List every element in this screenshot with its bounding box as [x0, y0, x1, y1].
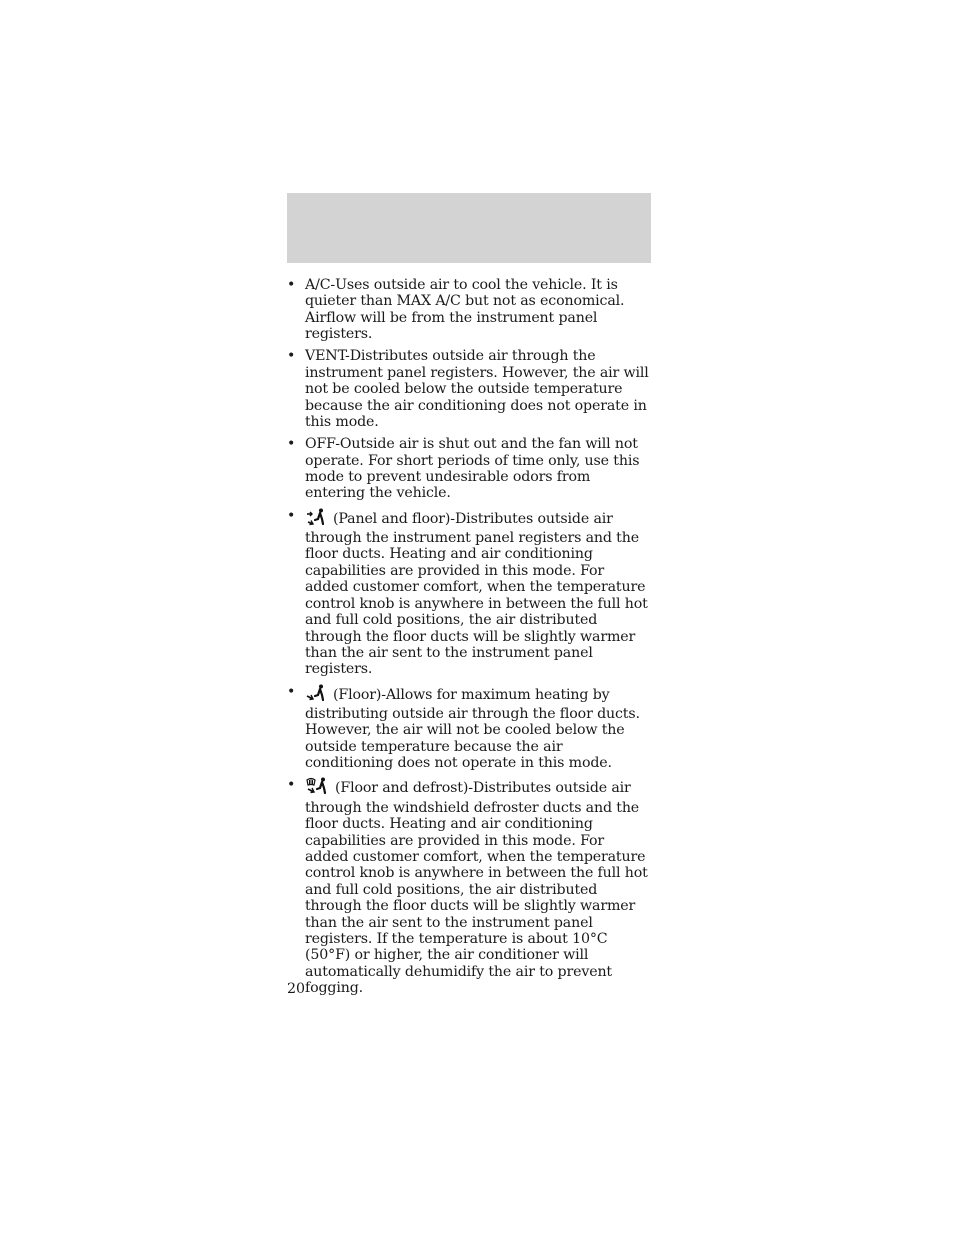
bullet: •: [287, 683, 296, 700]
panel-and-floor-icon: [305, 508, 327, 530]
mode-list: [287, 277, 651, 997]
page-number: 20: [287, 981, 306, 997]
floor-and-defrost-icon: [305, 777, 329, 799]
section-header-band: [287, 193, 651, 263]
bullet: •: [287, 348, 296, 365]
list-item-panel-floor: [287, 508, 651, 678]
bullet: •: [287, 507, 296, 524]
list-item-floor: [287, 684, 651, 772]
list-item-vent: [287, 348, 651, 430]
item-text: A/C-Uses outside air to cool the vehicle. It is quieter than MAX A/C but not as economical. Airflow will be from the instrument panel registers.: [305, 277, 625, 343]
list-item-ac: [287, 277, 651, 343]
item-text: (Floor)-Allows for maximum heating by distributing outside air through the floor ducts. However, the air will not be cooled below the outside temperature because the air conditioning does not operate in this mode.: [305, 686, 640, 772]
item-text: (Panel and floor)-Distributes outside air through the instrument panel registers and the floor ducts. Heating and air conditioning capabilities are provided in this mode. For added customer comfort, when the temperature control knob is anywhere in between the full hot and full cold positions, the air distributed through the floor ducts will be slightly warmer than the air sent to the instrument panel registers.: [305, 510, 648, 678]
item-text: OFF-Outside air is shut out and the fan will not operate. For short periods of time only, use this mode to prevent undesirable odors from entering the vehicle.: [305, 436, 640, 502]
item-text: (Floor and defrost)-Distributes outside air through the windshield defroster ducts and the floor ducts. Heating and air conditioning capabilities are provided in this mode. For added customer comfort, when the temperature control knob is anywhere in between the full hot and full cold positions, the air distributed through the floor ducts will be slightly warmer than the air sent to the instrument panel registers. If the temperature is about 10°C (50°F) or higher, the air conditioner will automatically dehumidify the air to prevent fogging.: [305, 780, 648, 997]
floor-icon: [305, 684, 327, 706]
manual-content: [287, 277, 651, 1002]
list-item-floor-defrost: [287, 777, 651, 996]
bullet: •: [287, 277, 296, 293]
bullet: •: [287, 436, 296, 453]
list-item-off: [287, 436, 651, 502]
item-text: VENT-Distributes outside air through the instrument panel registers. However, the air will not be cooled below the outside temperature because the air conditioning does not operate in this mode.: [305, 348, 649, 431]
bullet: •: [287, 777, 296, 794]
